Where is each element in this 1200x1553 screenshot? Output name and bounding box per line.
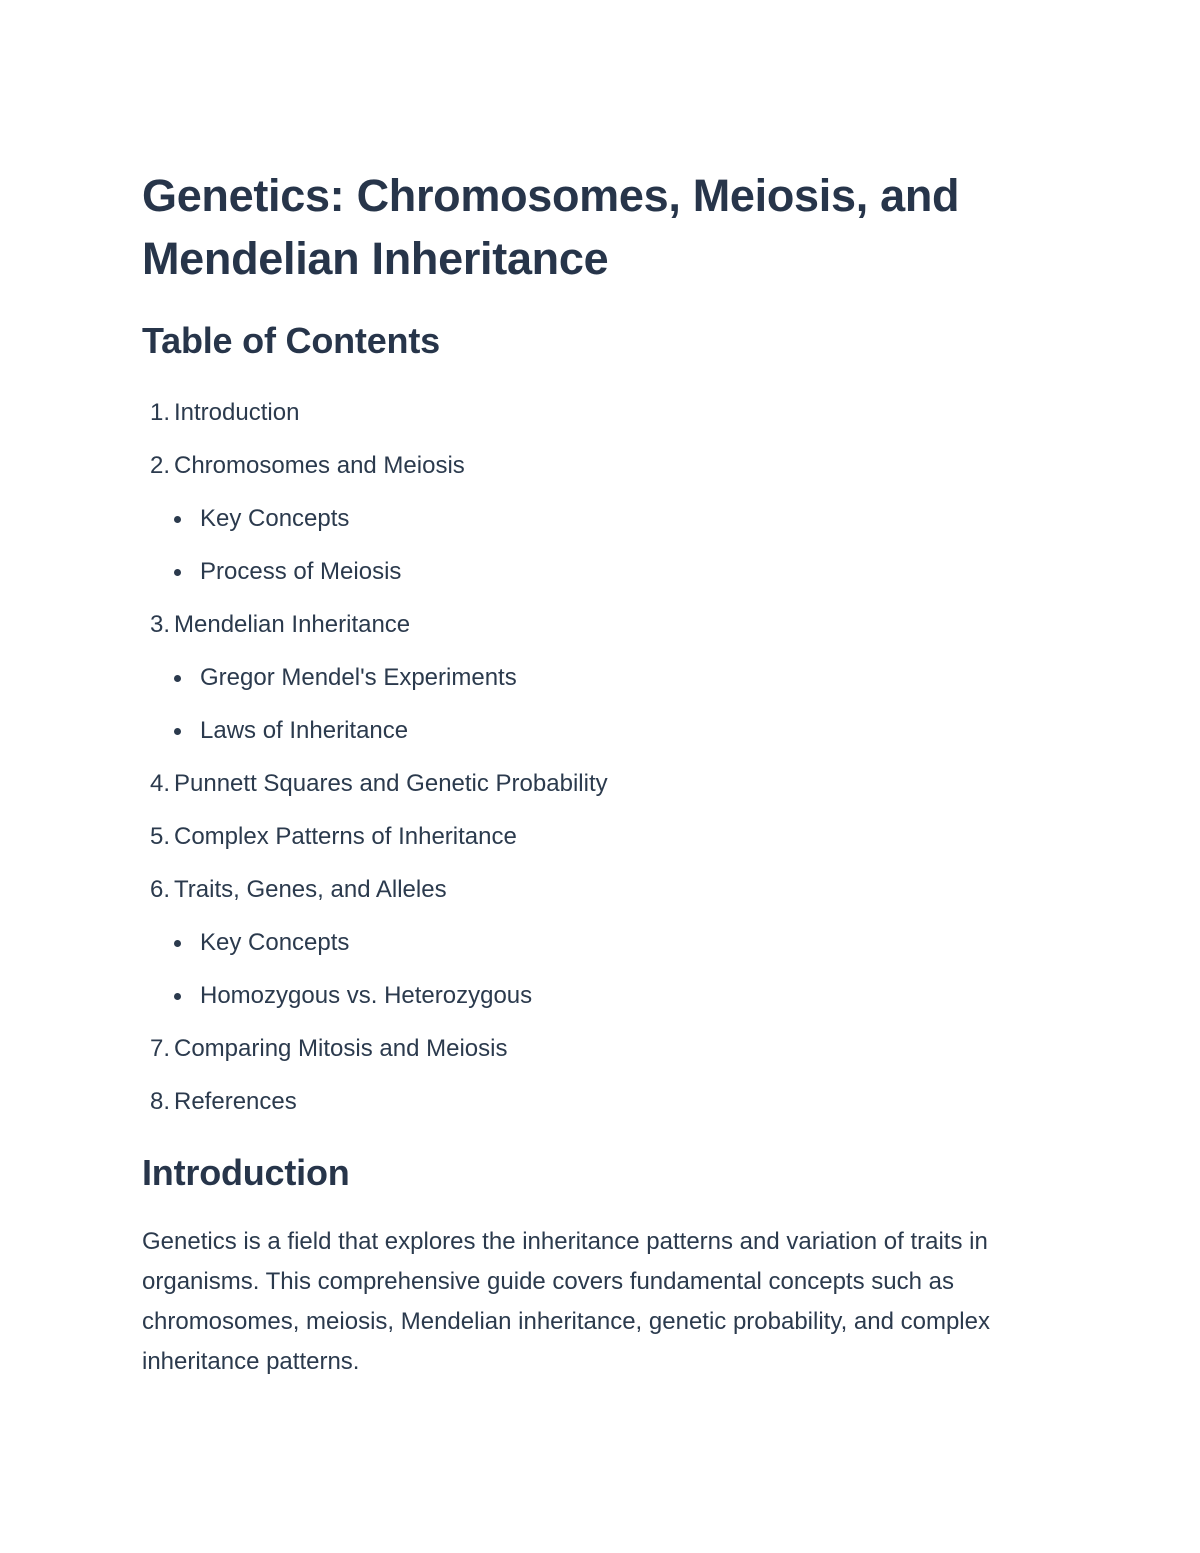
toc-item-number: 2.	[149, 452, 170, 479]
toc-subitem-mendels-experiments[interactable]: Gregor Mendel's Experiments	[142, 651, 1062, 704]
toc-subitem-homozygous-vs-heterozygous[interactable]: Homozygous vs. Heterozygous	[142, 969, 1062, 1022]
toc-item-introduction[interactable]	[142, 386, 1062, 439]
toc-item-label[interactable]: Introduction	[174, 399, 300, 426]
toc-subitem-laws-of-inheritance[interactable]: Laws of Inheritance	[142, 704, 1062, 757]
toc-item-number: 7.	[149, 1035, 170, 1062]
toc-sublist	[142, 916, 1062, 1022]
toc-item-label[interactable]: Mendelian Inheritance	[174, 611, 411, 638]
introduction-heading: Introduction	[142, 1152, 350, 1193]
toc-item-punnett-squares[interactable]	[142, 757, 1062, 810]
toc-item-number: 1.	[149, 399, 170, 426]
toc-item-label[interactable]: References	[174, 1088, 297, 1115]
introduction-paragraph: Genetics is a field that explores the inheritance patterns and variation of traits in organisms. This comprehensive guide covers fundamental concepts such as chromosomes, meiosis, Mendelian inheritance, genetic probability, and complex inheritance patterns.	[142, 1228, 990, 1375]
toc-item-number: 4.	[149, 770, 170, 797]
toc-subitem-key-concepts[interactable]: Key Concepts	[142, 916, 1062, 969]
toc-item-complex-patterns[interactable]	[142, 810, 1062, 863]
toc-item-references[interactable]	[142, 1075, 1062, 1128]
toc-sublist	[142, 651, 1062, 757]
table-of-contents	[142, 386, 1062, 1128]
toc-subitem-process-of-meiosis[interactable]: Process of Meiosis	[142, 545, 1062, 598]
toc-item-traits-genes-alleles[interactable]	[142, 863, 1062, 1022]
toc-item-label[interactable]: Traits, Genes, and Alleles	[174, 876, 447, 903]
toc-item-number: 6.	[149, 876, 170, 903]
toc-item-label[interactable]: Punnett Squares and Genetic Probability	[174, 770, 608, 797]
toc-item-number: 8.	[149, 1088, 170, 1115]
toc-item-number: 5.	[149, 823, 170, 850]
toc-heading: Table of Contents	[142, 320, 440, 361]
toc-item-label[interactable]: Chromosomes and Meiosis	[174, 452, 465, 479]
document-page	[142, 164, 1062, 1382]
toc-subitem-key-concepts[interactable]: Key Concepts	[142, 492, 1062, 545]
toc-item-number: 3.	[149, 611, 170, 638]
page-title: Genetics: Chromosomes, Meiosis, and Mendelian Inheritance	[142, 170, 960, 284]
toc-item-label[interactable]: Comparing Mitosis and Meiosis	[174, 1035, 508, 1062]
toc-sublist	[142, 492, 1062, 598]
toc-item-label[interactable]: Complex Patterns of Inheritance	[174, 823, 517, 850]
toc-item-mendelian-inheritance[interactable]	[142, 598, 1062, 757]
toc-item-comparing-mitosis-meiosis[interactable]	[142, 1022, 1062, 1075]
toc-item-chromosomes-and-meiosis[interactable]	[142, 439, 1062, 598]
